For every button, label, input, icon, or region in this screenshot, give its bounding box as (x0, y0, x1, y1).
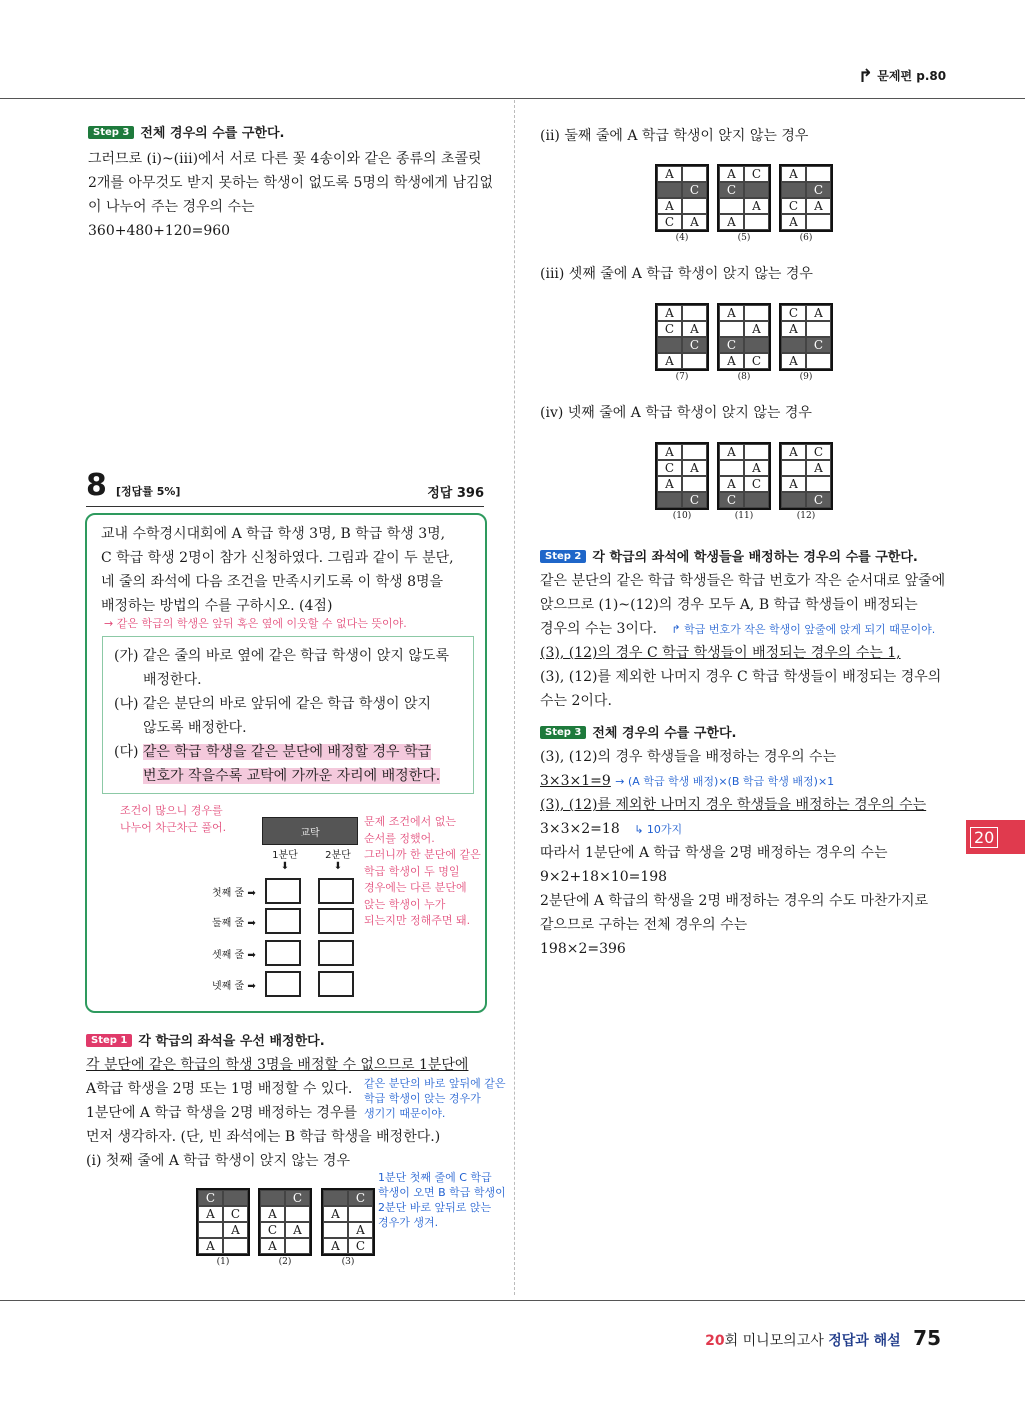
grid-label: (6) (799, 233, 813, 243)
row-label: 둘째 줄 ➡ (212, 918, 256, 929)
grid-cell: C (744, 476, 769, 492)
seat-grid (196, 1188, 250, 1256)
grid-label: (11) (734, 511, 754, 521)
footer-bold: 정답과 해설 (828, 1333, 901, 1349)
step-title: 각 학급의 좌석을 우선 배정한다. (138, 1034, 325, 1049)
grid-cell (806, 214, 831, 230)
grid-cell: A (719, 444, 744, 460)
grid-cell (744, 337, 769, 353)
chapter-tab-label: 20 (970, 827, 998, 848)
grid-cell: A (657, 305, 682, 321)
grid-cell: A (323, 1238, 348, 1254)
note-arrow-icon: ↱ (671, 623, 685, 636)
grid-cell (744, 214, 769, 230)
grid-cell (682, 444, 707, 460)
down-arrow-icon: ⬇ (280, 861, 290, 872)
calc-line: 9×2+18×10=198 (540, 869, 668, 885)
seat-grid (655, 164, 709, 232)
seat (318, 878, 354, 904)
grid-cell: C (719, 337, 744, 353)
grid-cell: A (806, 305, 831, 321)
condition-highlight: 번호가 작을수록 교탁에 가까운 자리에 배정한다. (143, 768, 441, 784)
annotation-line: 순서를 정했어. (364, 831, 435, 845)
grid-cell: A (223, 1222, 248, 1238)
annotation: 같은 학급의 학생은 앞뒤 혹은 옆에 이웃할 수 없다는 뜻이야. (116, 617, 407, 630)
grid-label: (3) (341, 1257, 355, 1267)
note-right (364, 814, 484, 930)
seat (318, 908, 354, 934)
annotation-line: 2분단 바로 앞뒤로 앉는 (378, 1201, 492, 1214)
grid-label: (7) (675, 372, 689, 382)
case-title: (ii) 둘째 줄에 A 학급 학생이 앉지 않는 경우 (540, 128, 809, 144)
grid-cell (198, 1222, 223, 1238)
grid-cell: C (806, 182, 831, 198)
note-s1b (378, 1170, 506, 1230)
seat-grid (717, 303, 771, 371)
grid-cell: A (348, 1222, 373, 1238)
grid-cell: A (323, 1206, 348, 1222)
desk-label: 교탁 (300, 827, 320, 839)
grid-cell (806, 353, 831, 369)
grid-cell (223, 1238, 248, 1254)
text-line: 그러므로 (i)~(iii)에서 서로 다른 꽃 4송이와 같은 종류의 초콜릿 (88, 151, 482, 167)
column-label: 1분단 (272, 850, 298, 861)
grid-cell: A (781, 353, 806, 369)
grid-cell: C (744, 353, 769, 369)
condition-line: (나) 같은 분단의 바로 앞뒤에 같은 학급 학생이 앉지 (114, 696, 432, 712)
grid-cell: C (223, 1206, 248, 1222)
annotation: 나누어 차근차근 풀어. (120, 820, 227, 834)
condition-line: (가) 같은 줄의 바로 옆에 같은 학급 학생이 앉지 않도록 (114, 648, 449, 664)
teacher-desk (262, 817, 358, 845)
grid-cell: C (285, 1190, 310, 1206)
step-badge: Step 1 (86, 1034, 132, 1047)
step-badge: Step 3 (88, 126, 134, 139)
footer-text: 회 미니모의고사 (724, 1333, 829, 1349)
grid-cell: A (260, 1238, 285, 1254)
grid-cell (260, 1190, 285, 1206)
grid-cell: A (744, 198, 769, 214)
page-ref: 문제편 p.80 (877, 69, 947, 83)
answer: 정답 396 (427, 486, 484, 501)
grid-cell (781, 492, 806, 508)
grid-label: (9) (799, 372, 813, 382)
step-title: 전체 경우의 수를 구한다. (140, 126, 285, 141)
annotation-line: 같은 분단의 바로 앞뒤에 같은 (364, 1077, 506, 1090)
text-line: 2개를 아무것도 받지 못하는 학생이 없도록 5명의 학생에게 남김없 (88, 175, 494, 191)
text-line: 경우의 수는 3이다. (540, 621, 657, 637)
annotation-line: 학생이 오면 B 학급 학생이 (378, 1186, 506, 1199)
text-line: 같은 분단의 같은 학급 학생들은 학급 번호가 작은 순서대로 앞줄에 (540, 573, 946, 589)
column-label: 2분단 (325, 850, 351, 861)
answer-rate: [정답률 5%] (115, 485, 181, 498)
seat-grid (321, 1188, 375, 1256)
grid-cell: C (657, 460, 682, 476)
annotation: (A 학급 학생 배정)×(B 학급 학생 배정)×1 (628, 775, 835, 788)
grid-cell: A (657, 476, 682, 492)
grid-cell: A (682, 460, 707, 476)
grid-cell (744, 305, 769, 321)
annotation-line: 경우가 생겨. (378, 1216, 439, 1229)
page-ref-header (858, 66, 946, 87)
grid-cell: C (348, 1190, 373, 1206)
text-line: 수는 2이다. (540, 693, 612, 709)
grid-cell: A (719, 476, 744, 492)
grid-cell: C (657, 214, 682, 230)
condition-label: (다) (114, 744, 139, 760)
annotation-line: 생기기 때문이야. (364, 1107, 446, 1120)
calc-line: 198×2=396 (540, 941, 626, 957)
text-line: 먼저 생각하자. (단, 빈 좌석에는 B 학급 학생을 배정한다.) (86, 1129, 441, 1145)
grid-cell (744, 444, 769, 460)
step-title: 각 학급의 좌석에 학생들을 배정하는 경우의 수를 구한다. (592, 550, 918, 565)
grid-label: (2) (278, 1257, 292, 1267)
case-title: (iii) 셋째 줄에 A 학급 학생이 앉지 않는 경우 (540, 266, 813, 282)
seat-grid (655, 303, 709, 371)
row-label: 셋째 줄 ➡ (212, 950, 256, 961)
grid-label: (1) (216, 1257, 230, 1267)
problem-line: 네 줄의 좌석에 다음 조건을 만족시키도록 이 학생 8명을 (101, 574, 444, 590)
grid-cell: A (719, 214, 744, 230)
seat (265, 908, 301, 934)
column-divider (514, 100, 515, 1295)
note-s1a (364, 1076, 506, 1121)
grid-cell: A (719, 353, 744, 369)
annotation: 10가지 (646, 823, 683, 836)
annotation: 조건이 많으니 경우를 (120, 804, 223, 817)
grid-cell: C (682, 337, 707, 353)
annotation-line: 그러니까 한 분단에 같은 (364, 848, 481, 861)
note-arrow-icon: → (104, 617, 117, 630)
grid-cell: C (682, 182, 707, 198)
seat-grid (717, 164, 771, 232)
grid-cell: A (260, 1206, 285, 1222)
grid-cell: C (657, 321, 682, 337)
annotation-line: 1분단 첫째 줄에 C 학급 (378, 1171, 492, 1184)
grid-cell: A (781, 321, 806, 337)
question-number: 8 (86, 468, 107, 503)
step-badge: Step 2 (540, 550, 586, 563)
text-line: (3), (12)의 경우 C 학급 학생들이 배정되는 경우의 수는 1, (540, 645, 901, 661)
text-line: 2분단에 A 학급의 학생을 2명 배정하는 경우의 수도 마찬가지로 (540, 893, 929, 909)
text-line: (3), (12)를 제외한 나머지 경우 C 학급 학생들이 배정되는 경우의 (540, 669, 942, 685)
grid-cell: A (657, 166, 682, 182)
grid-cell: C (781, 305, 806, 321)
problem-line: 배정하는 방법의 수를 구하시오. (4점) (101, 598, 333, 614)
text-line: 같으므로 구하는 전체 경우의 수는 (540, 917, 748, 933)
grid-cell (682, 476, 707, 492)
top-rule (0, 98, 1025, 99)
seat (265, 878, 301, 904)
row-label: 넷째 줄 ➡ (212, 981, 256, 992)
calc-line: 3×3×2=18 (540, 821, 620, 837)
seat (265, 971, 301, 997)
annotation-line: 되는지만 정해주면 돼. (364, 914, 471, 927)
grid-cell: C (719, 182, 744, 198)
note-arrow-icon: → (615, 775, 628, 788)
grid-cell (682, 166, 707, 182)
footer (705, 1326, 941, 1350)
calc-line: 360+480+120=960 (88, 223, 231, 239)
annotation-line: 앉는 학생이 누가 (364, 897, 446, 911)
page-number: 75 (913, 1326, 941, 1350)
note-arrow-icon: ↳ (634, 823, 647, 836)
text-line: A학급 학생을 2명 또는 1명 배정할 수 있다. (86, 1081, 353, 1097)
grid-cell: A (781, 166, 806, 182)
question-rule (86, 506, 484, 507)
step-badge: Step 3 (540, 726, 586, 739)
grid-cell: A (285, 1222, 310, 1238)
grid-cell (657, 337, 682, 353)
grid-cell (781, 182, 806, 198)
grid-cell: A (682, 214, 707, 230)
grid-cell: C (806, 492, 831, 508)
bottom-rule (0, 1300, 1025, 1301)
grid-cell (657, 492, 682, 508)
text-line: 1분단에 A 학급 학생을 2명 배정하는 경우를 (86, 1105, 358, 1121)
grid-cell: C (806, 337, 831, 353)
grid-cell (744, 492, 769, 508)
grid-cell (323, 1222, 348, 1238)
grid-cell: C (348, 1238, 373, 1254)
text-line: 앉으므로 (1)~(12)의 경우 모두 A, B 학급 학생들이 배정되는 (540, 597, 918, 613)
grid-cell (323, 1190, 348, 1206)
seat-grid (717, 442, 771, 510)
chapter-tab (966, 820, 1025, 854)
row-label: 첫째 줄 ➡ (212, 888, 256, 899)
grid-cell (781, 337, 806, 353)
grid-cell (223, 1190, 248, 1206)
grid-cell (682, 305, 707, 321)
grid-cell (806, 476, 831, 492)
grid-cell (719, 460, 744, 476)
grid-cell: C (260, 1222, 285, 1238)
grid-cell: C (806, 444, 831, 460)
grid-label: (5) (737, 233, 751, 243)
problem-line: 교내 수학경시대회에 A 학급 학생 3명, B 학급 학생 3명, (101, 526, 446, 542)
annotation-line: 학급 학생이 앉는 경우가 (364, 1092, 481, 1105)
grid-cell: A (657, 198, 682, 214)
case-title: (iv) 넷째 줄에 A 학급 학생이 앉지 않는 경우 (540, 405, 812, 421)
annotation-line: 문제 조건에서 없는 (364, 815, 457, 828)
grid-cell: A (806, 198, 831, 214)
down-arrow-icon: ⬇ (333, 861, 343, 872)
grid-cell: A (744, 321, 769, 337)
grid-cell (781, 460, 806, 476)
grid-cell (285, 1238, 310, 1254)
calc-line: 3×3×1=9 (540, 773, 611, 789)
grid-cell (682, 198, 707, 214)
seat-grid (779, 442, 833, 510)
grid-cell (348, 1206, 373, 1222)
text-line: (i) 첫째 줄에 A 학급 학생이 앉지 않는 경우 (86, 1153, 350, 1169)
grid-cell: A (719, 166, 744, 182)
grid-cell: A (744, 460, 769, 476)
condition-highlight: 같은 학급 학생을 같은 분단에 배정할 경우 학급 (142, 744, 432, 760)
seat (265, 940, 301, 966)
annotation-line: 학급 학생이 두 명일 (364, 864, 460, 878)
seat-grid (779, 164, 833, 232)
seat-grid (779, 303, 833, 371)
ref-arrow-icon: ↱ (858, 66, 874, 87)
annotation-line: 경우에는 다른 분단에 (364, 881, 467, 894)
grid-label: (12) (796, 511, 816, 521)
grid-cell (719, 321, 744, 337)
problem-line: C 학급 학생 2명이 참가 신청하였다. 그림과 같이 두 분단, (101, 550, 454, 566)
grid-cell: A (806, 460, 831, 476)
condition-line: 않도록 배정한다. (143, 720, 247, 736)
footer-num: 20 (705, 1333, 725, 1349)
annotation: 학급 번호가 작은 학생이 앞줄에 앉게 되기 때문이야. (684, 623, 936, 636)
grid-cell (719, 198, 744, 214)
grid-cell (744, 182, 769, 198)
text-line: 이 나누어 주는 경우의 수는 (88, 199, 255, 215)
text-line: (3), (12)를 제외한 나머지 경우 학생들을 배정하는 경우의 수는 (540, 797, 927, 813)
grid-cell: A (198, 1238, 223, 1254)
seat-grid (258, 1188, 312, 1256)
text-line: 각 분단에 같은 학급의 학생 3명을 배정할 수 없으므로 1분단에 (86, 1057, 469, 1073)
step-title: 전체 경우의 수를 구한다. (592, 726, 737, 741)
grid-cell: A (682, 321, 707, 337)
grid-cell: A (719, 305, 744, 321)
condition-line: 배정한다. (143, 672, 202, 688)
grid-cell: A (198, 1206, 223, 1222)
grid-label: (8) (737, 372, 751, 382)
grid-cell: A (781, 444, 806, 460)
seat (318, 940, 354, 966)
grid-cell: C (682, 492, 707, 508)
grid-cell (657, 182, 682, 198)
grid-cell (806, 321, 831, 337)
seat (318, 971, 354, 997)
grid-cell: A (657, 444, 682, 460)
grid-cell: C (744, 166, 769, 182)
seat-grid (655, 442, 709, 510)
grid-cell: C (719, 492, 744, 508)
grid-cell (285, 1206, 310, 1222)
text-line: 따라서 1분단에 A 학급 학생을 2명 배정하는 경우의 수는 (540, 845, 888, 861)
grid-cell: A (781, 214, 806, 230)
grid-label: (4) (675, 233, 689, 243)
grid-cell: A (781, 476, 806, 492)
grid-cell (806, 166, 831, 182)
grid-cell (682, 353, 707, 369)
grid-cell: C (198, 1190, 223, 1206)
grid-label: (10) (672, 511, 692, 521)
text-line: (3), (12)의 경우 학생들을 배정하는 경우의 수는 (540, 749, 837, 765)
grid-cell: A (657, 353, 682, 369)
grid-cell: C (781, 198, 806, 214)
